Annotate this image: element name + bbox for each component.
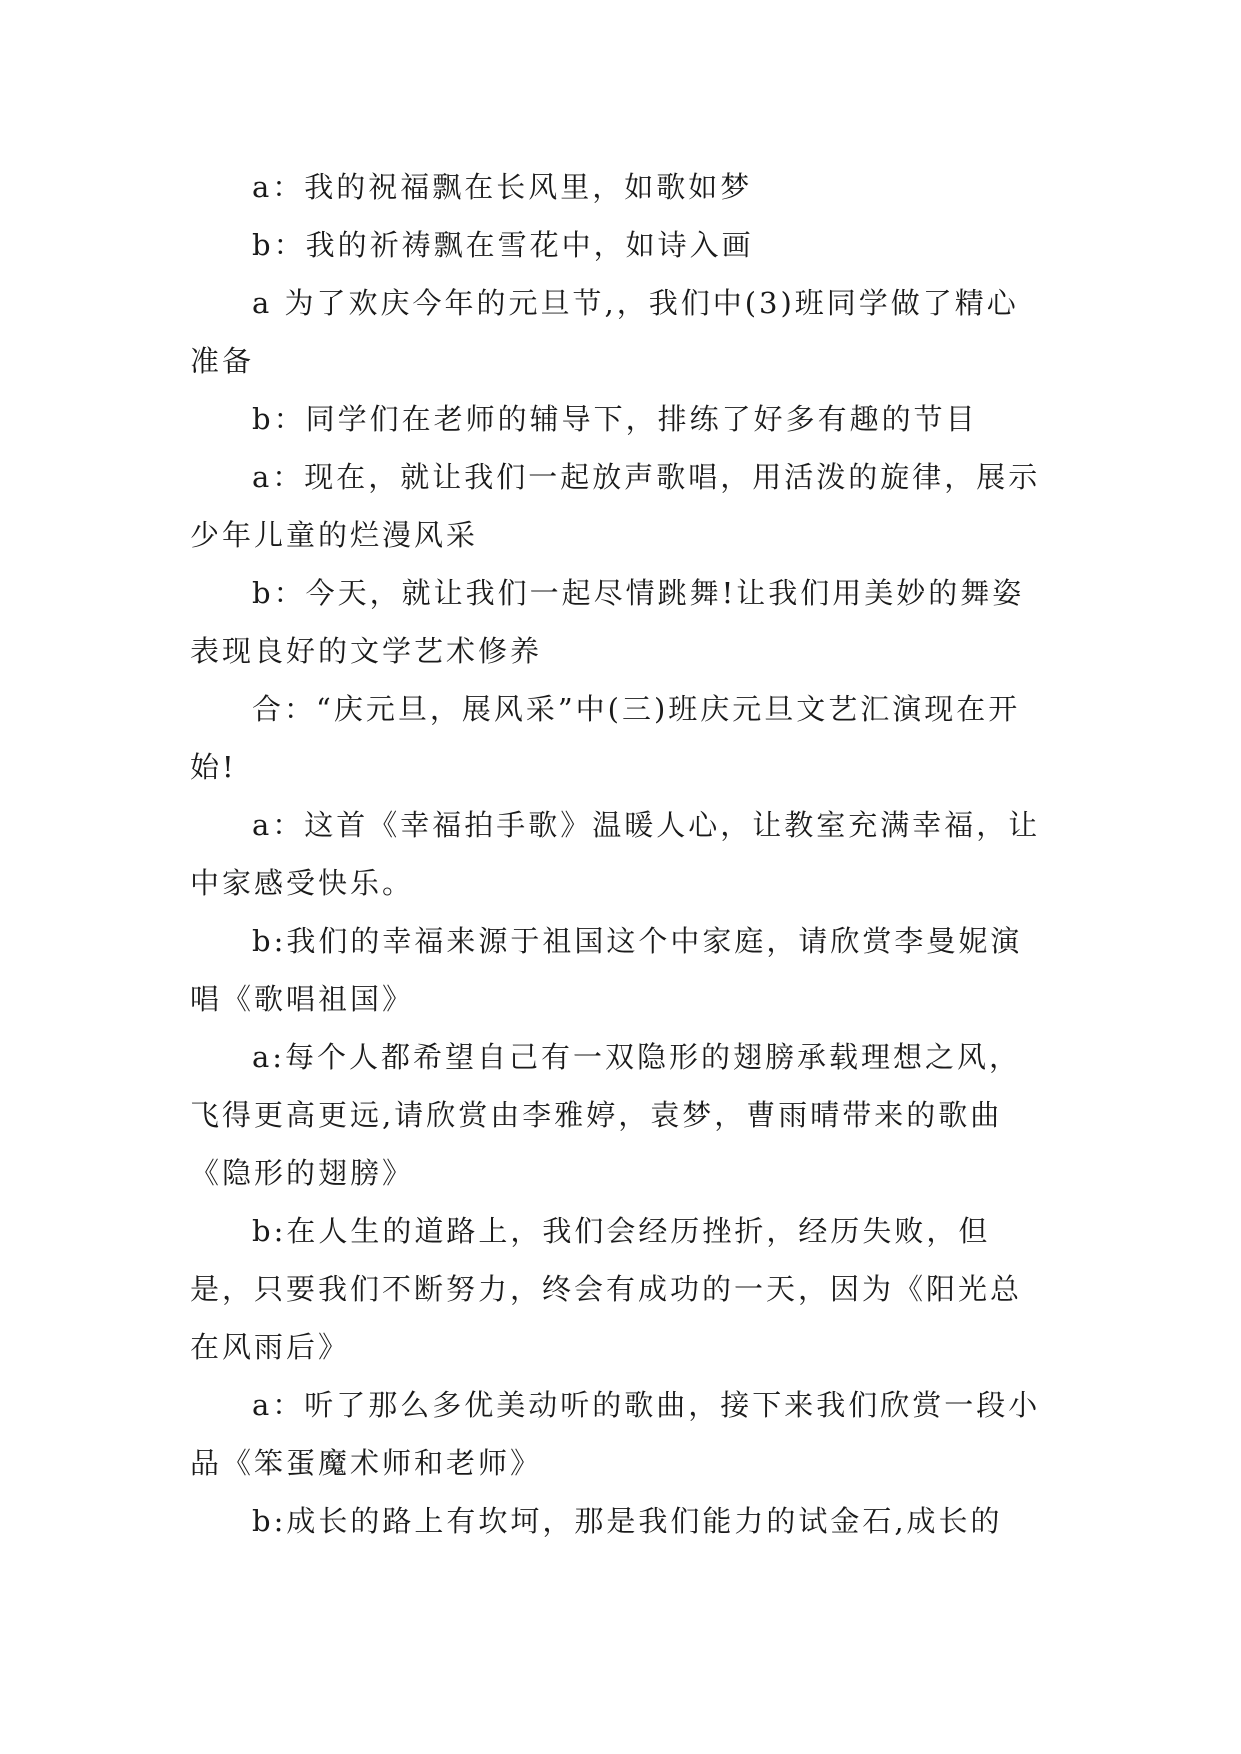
paragraph-3: a 为了欢庆今年的元旦节,，我们中(3)班同学做了精心准备	[190, 286, 1019, 378]
paragraph-6: b：今天，就让我们一起尽情跳舞!让我们用美妙的舞姿表现良好的文学艺术修养	[190, 576, 1025, 668]
paragraph-2: b：我的祈祷飘在雪花中，如诗入画	[252, 228, 754, 262]
paragraph-7: 合：“庆元旦，展风采”中(三)班庆元旦文艺汇演现在开始!	[190, 692, 1021, 784]
paragraph-5: a：现在，就让我们一起放声歌唱，用活泼的旋律，展示少年儿童的烂漫风采	[190, 460, 1041, 552]
paragraph-9: b:我们的幸福来源于祖国这个中家庭，请欣赏李曼妮演唱《歌唱祖国》	[190, 924, 1023, 1016]
document-body	[190, 158, 1050, 1550]
paragraph-4: b：同学们在老师的辅导下，排练了好多有趣的节目	[252, 402, 978, 436]
paragraph-8: a：这首《幸福拍手歌》温暖人心，让教室充满幸福，让中家感受快乐。	[190, 808, 1041, 900]
paragraph-13: b:成长的路上有坎坷，那是我们能力的试金石,成长的	[252, 1504, 1003, 1538]
paragraph-12: a：听了那么多优美动听的歌曲，接下来我们欣赏一段小品《笨蛋魔术师和老师》	[190, 1388, 1041, 1480]
paragraph-1: a：我的祝福飘在长风里，如歌如梦	[252, 170, 753, 204]
paragraph-10: a:每个人都希望自己有一双隐形的翅膀承载理想之风，飞得更高更远,请欣赏由李雅婷，袁梦，曹雨晴带来的歌曲《隐形的翅膀》	[190, 1040, 1022, 1190]
paragraph-11: b:在人生的道路上，我们会经历挫折，经历失败，但是，只要我们不断努力，终会有成功的一天，因为《阳光总在风雨后》	[190, 1214, 1023, 1364]
